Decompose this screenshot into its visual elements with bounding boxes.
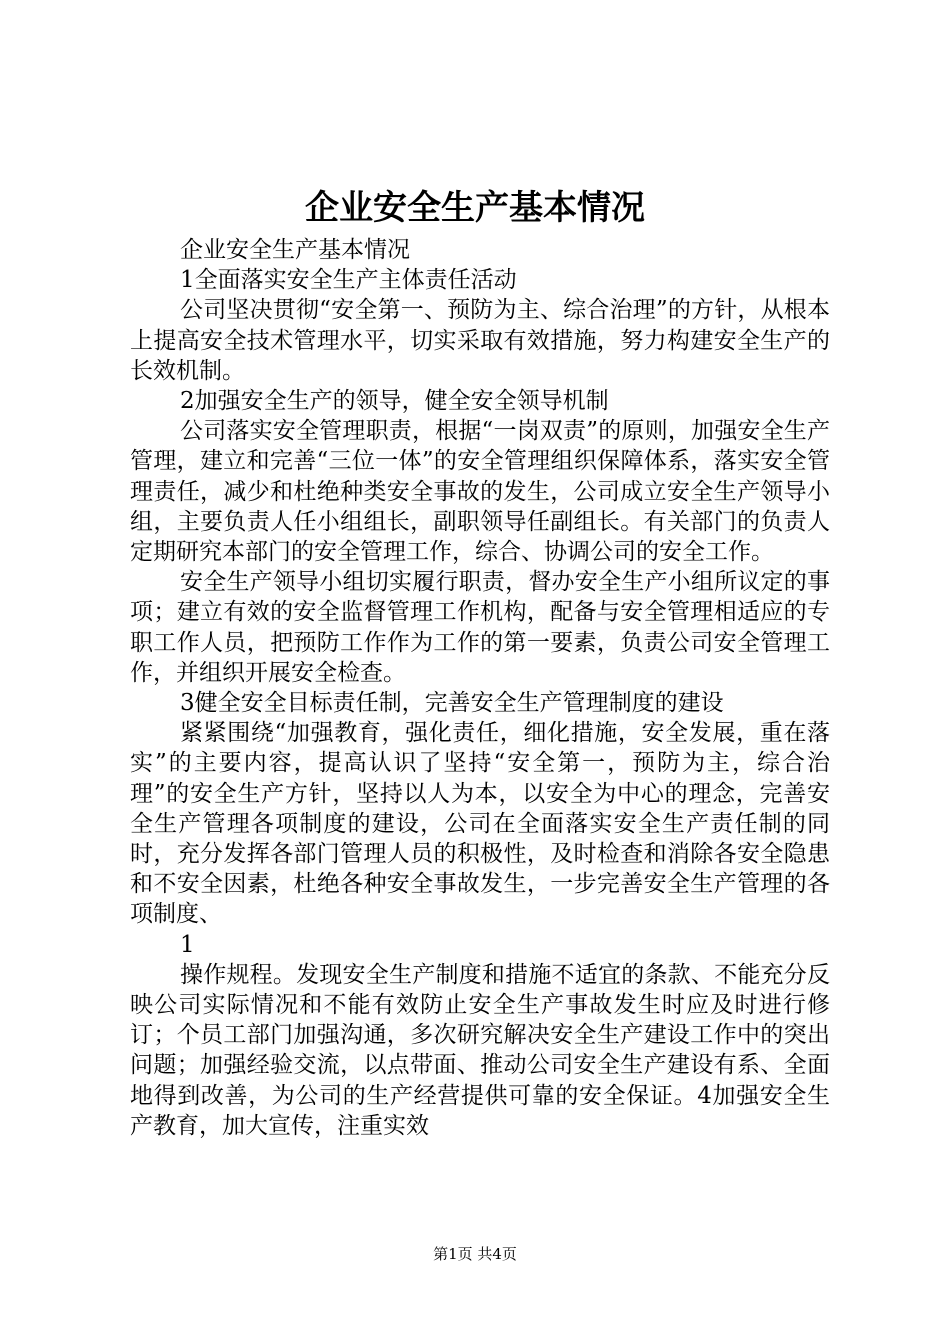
page-footer: 第1页 共4页 [433, 1245, 517, 1263]
paragraph: 安全生产领导小组切实履行职责，督办安全生产小组所议定的事项；建立有效的安全监督管理工作机构，配备与安全管理相适应的专职工作人员，把预防工作作为工作的第一要素，负责公司安全管理工作，并组织开展安全检查。 [130, 569, 830, 686]
heading-section-2: 2加强安全生产的领导，健全安全领导机制 [180, 388, 609, 415]
heading-section-3: 3健全安全目标责任制，完善安全生产管理制度的建设 [180, 690, 724, 717]
heading-section-1: 1全面落实安全生产主体责任活动 [180, 267, 517, 294]
paragraph: 操作规程。发现安全生产制度和措施不适宜的条款、不能充分反映公司实际情况和不能有效防止安全生产事故发生时应及时进行修订；个员工部门加强沟通，多次研究解决安全生产建设工作中的突出问题；加强经验交流，以点带面、推动公司安全生产建设有系、全面地得到改善，为公司的生产经营提供可靠的安全保证。4加强安全生产教育，加大宣传，注重实效 [130, 961, 830, 1139]
paragraph-intro: 企业安全生产基本情况 [180, 237, 410, 263]
paragraph: 公司坚决贯彻“安全第一、预防为主、综合治理”的方针，从根本上提高安全技术管理水平，切实采取有效措施，努力构建安全生产的长效机制。 [130, 297, 830, 384]
paragraph: 紧紧围绕“加强教育，强化责任，细化措施，安全发展，重在落实”的主要内容，提高认识了坚持“安全第一，预防为主，综合治理”的安全生产方针，坚持以人为本，以安全为中心的理念，完善安全生产管理各项制度的建设，公司在全面落实安全生产责任制的同时，充分发挥各部门管理人员的积极性，及时检查和消除各安全隐患和不安全因素，杜绝各种安全事故发生，一步完善安全生产管理的各项制度、 [130, 720, 830, 928]
inline-page-number: 1 [180, 931, 195, 958]
document-body [130, 235, 830, 1141]
paragraph: 公司落实安全管理职责，根据“一岗双责”的原则，加强安全生产管理，建立和完善“三位一体”的安全管理组织保障体系，落实安全管理责任，减少和杜绝种类安全事故的发生，公司成立安全生产领导小组，主要负责人任小组组长，副职领导任副组长。有关部门的负责人定期研究本部门的安全管理工作，综合、协调公司的安全工作。 [130, 418, 830, 566]
document-title: 企业安全生产基本情况 [305, 188, 645, 228]
